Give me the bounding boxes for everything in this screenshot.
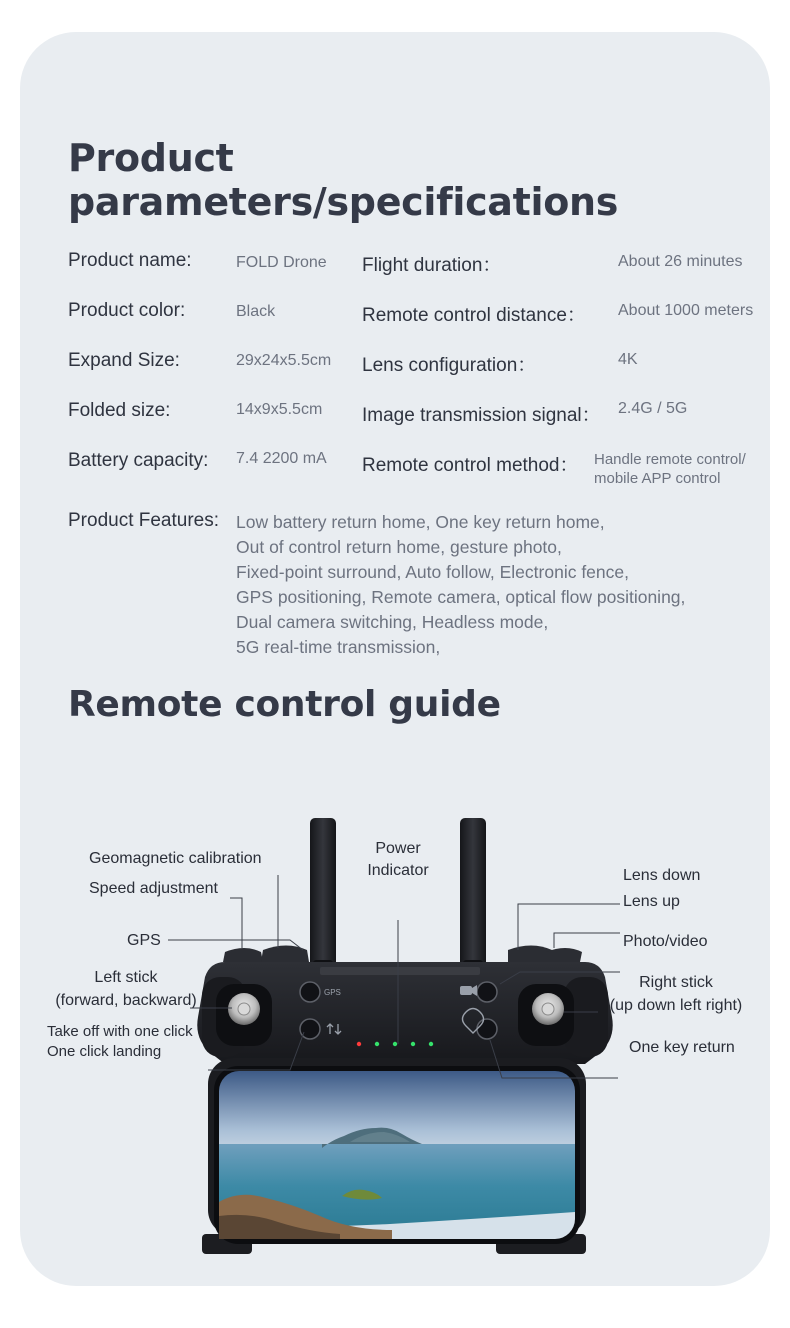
callout-photo-video: Photo/video (623, 933, 708, 950)
spec-label-battery: Battery capacity: (68, 450, 209, 471)
spec-label-product-name: Product name: (68, 250, 192, 271)
spec-label-folded-size: Folded size: (68, 400, 171, 421)
callout-right-stick (600, 973, 752, 1016)
takeoff-line (208, 1032, 304, 1070)
spec-value-lens: 4K (618, 351, 638, 368)
callout-left-stick (46, 968, 206, 1011)
feature-line: GPS positioning, Remote camera, optical flow positioning, (236, 587, 686, 607)
spec-value-flight-duration: About 26 minutes (618, 253, 743, 270)
gps-line (168, 940, 303, 950)
callout-power-line-2: Indicator (367, 862, 429, 879)
callout-left-stick-line-2: (forward, backward) (55, 992, 197, 1009)
one-key-return-line (490, 1040, 618, 1078)
callout-geomagnetic: Geomagnetic calibration (89, 850, 262, 867)
spec-value-product-color: Black (236, 303, 276, 320)
spec-label-control-distance: Remote control distance： (362, 305, 586, 326)
spec-label-flight-duration: Flight duration： (362, 255, 502, 276)
features-list (236, 512, 685, 662)
spec-value-image-transmission: 2.4G / 5G (618, 400, 688, 417)
page-title: Product parameters/specifications (68, 136, 619, 224)
feature-line: Dual camera switching, Headless mode, (236, 612, 549, 632)
lens-down-line (518, 904, 620, 950)
feature-line: Out of control return home, gesture photo, (236, 537, 562, 557)
callout-power-line-1: Power (375, 840, 421, 857)
guide-title: Remote control guide (68, 684, 501, 725)
callout-takeoff-line-2: One click landing (47, 1043, 162, 1060)
feature-line: Low battery return home, One key return home, (236, 512, 605, 532)
spec-value-control-method: Handle remote control/ mobile APP control (594, 451, 746, 487)
lens-up-line (554, 933, 620, 948)
spec-label-lens: Lens configuration： (362, 355, 537, 376)
callout-right-stick-line-2: (up down left right) (609, 997, 743, 1014)
spec-label-expand-size: Expand Size: (68, 350, 180, 371)
callout-power (348, 839, 448, 881)
callout-one-key-return: One key return (629, 1039, 735, 1056)
callout-left-stick-line-1: Left stick (94, 969, 158, 986)
callout-lens-down: Lens down (623, 867, 701, 884)
spec-label-product-color: Product color: (68, 300, 186, 321)
spec-label-image-transmission: Image transmission signal： (362, 405, 601, 426)
callout-lens-up: Lens up (623, 893, 680, 910)
spec-card (20, 32, 770, 1286)
callout-right-stick-line-1: Right stick (639, 974, 713, 991)
gps-button-label: GPS (324, 988, 341, 997)
callout-takeoff-line-1: Take off with one click (47, 1023, 193, 1040)
spec-label-control-method: Remote control method： (362, 455, 579, 476)
callout-takeoff (47, 1022, 193, 1062)
feature-line: Fixed-point surround, Auto follow, Electronic fence, (236, 562, 629, 582)
spec-value-expand-size: 29x24x5.5cm (236, 352, 332, 369)
spec-value-control-distance: About 1000 meters (618, 302, 754, 319)
spec-value-battery: 7.4 2200 mA (236, 450, 327, 467)
spec-value-product-name: FOLD Drone (236, 254, 327, 271)
feature-line: 5G real-time transmission, (236, 637, 441, 657)
callout-speed: Speed adjustment (89, 880, 218, 897)
callout-gps: GPS (127, 932, 161, 949)
spec-value-folded-size: 14x9x5.5cm (236, 401, 323, 418)
features-label: Product Features: (68, 510, 220, 531)
